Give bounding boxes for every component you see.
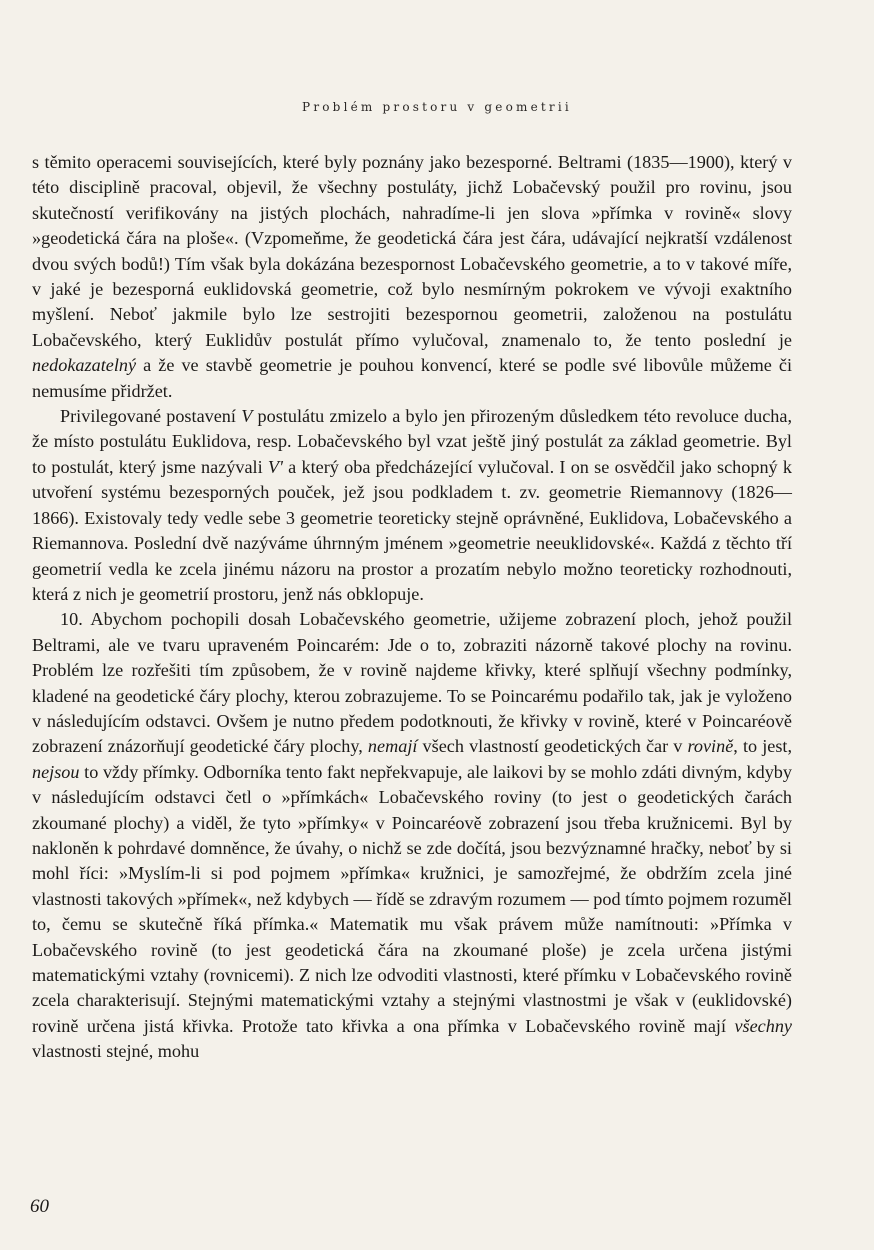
italic-run: V <box>241 406 253 427</box>
italic-run: nejsou <box>32 761 80 782</box>
italic-run: nedokazatelný <box>32 355 137 376</box>
text-run: to vždy přímky. Odborníka tento fakt nepřekvapuje, ale laikovi by se mohlo zdáti divným, kdyby v následujícím odstavci četl o »přímkách« Lobačevského roviny (to jest o geodetických čarách zkoumané plochy) a viděl, že tyto »přímky« v Poincaréově zobrazení jsou třeba kružnicemi. Byl by nakloněn k pohrdavé domněnce, že úvahy, o nichž se zde dočítá, jsou bezvýznamné hračky, neboť by si mohl říci: »Myslím-li si pod pojmem »přímka« kružnici, je samozřejmé, že obdržím zcela jiné vlastnosti takových »přímek«, než kdybych — řídě se zdravým rozumem — pod tímto pojmem rozuměl to, čemu se skutečně říká přímka.« Matematik mu však právem může namítnouti: »Přímka v Lobačevského rovině (to jest geodetická čára na zkoumané ploše) je zcela určena jistými matematickými vztahy (rovnicemi). Z nich lze odvoditi vlastnosti, které přímku v Lobačevského rovině zcela charakterisují. Stejnými matematickými vztahy a stejnými vlastnostmi je však v (euklidovské) rovině určena jistá křivka. Protože tato křivka a ona přímka v Lobačevského rovině mají <box>32 761 792 1036</box>
text-run: 10. Abychom pochopili dosah Lobačevského geometrie, užijeme zobrazení ploch, jehož použil Beltrami, ale ve tvaru upraveném Poincarém: Jde o to, zobraziti názorně takové plochy na rovinu. Problém lze rozřešiti tím způsobem, že v rovině najdeme křivky, které splňují všechny podmínky, kladené na geodetické čáry plochy, kterou zobrazujeme. To se Poincarému podařilo tak, jak je vyloženo v následujícím odstavci. Ovšem je nutno předem podotknouti, že křivky v rovině, které v Poincaréově zobrazení znázorňují geodetické čáry plochy, <box>32 609 792 757</box>
paragraph-3 <box>32 607 792 1064</box>
text-run: s těmito operacemi souvisejících, které byly poznány jako bezesporné. Beltrami (1835—1900), který v této disciplině pracoval, objevil, že všechny postuláty, jichž Lobačevský použil pro rovinu, jsou skutečností verifikovány na jistých plochách, nahradíme-li jen slova »přímka v rovině« slovy »geodetická čára na ploše«. (Vzpomeňme, že geodetická čára jest čára, udávající nejkratší vzdálenost dvou svých bodů!) Tím však byla dokázána bezespornost Lobačevského geometrie, a to v takové míře, v jaké je bezesporná euklidovská geometrie, což bylo nesmírným pokrokem ve vývoji exaktního myšlení. Neboť jakmile bylo lze sestrojiti bezespornou geometrii, založenou na postulátu Lobačevského, který Euklidův postulát přímo vylučoval, znamenalo to, že tento poslední je <box>32 152 792 350</box>
body-text <box>32 150 792 1065</box>
running-head: Problém prostoru v geometrii <box>302 100 572 114</box>
paragraph-1 <box>32 150 792 404</box>
text-run: všech vlastností geodetických čar v <box>417 736 688 757</box>
text-run: a že ve stavbě geometrie je pouhou konvencí, které se podle své libovůle můžeme či nemusíme přidržet. <box>32 355 792 401</box>
page-number: 60 <box>30 1196 49 1217</box>
paragraph-2 <box>32 404 792 607</box>
italic-run: rovině <box>687 736 734 757</box>
text-run: vlastnosti stejné, mohu <box>32 1041 200 1062</box>
text-run: a který oba předcházející vylučoval. I on se osvědčil jako schopný k utvoření systému bezesporných pouček, jež jsou podkladem t. zv. geometrie Riemannovy (1826—1866). Existovaly tedy vedle sebe 3 geometrie teoreticky stejně oprávněné, Euklidova, Lobačevského a Riemannova. Poslední dvě nazýváme úhrnným jménem »geometrie neeuklidovské«. Každá z těchto tří geometrií vedla ke zcela jinému názoru na prostor a prozatím nebylo možno teoreticky rozhodnouti, která z nich je geometrií prostoru, jenž nás obklopuje. <box>32 456 792 604</box>
text-run: , to jest, <box>733 736 792 757</box>
text-run: postulátu zmizelo a bylo jen přirozeným důsledkem této revoluce ducha, že místo postulátu Euklidova, resp. Lobačevského byl vzat ještě jiný postulát za základ geometrie. Byl to postulát, který jsme nazývali <box>32 406 792 477</box>
italic-run: V' <box>267 456 283 477</box>
italic-run: všechny <box>734 1015 792 1036</box>
italic-run: nemají <box>367 736 418 757</box>
text-run: Privilegované postavení <box>60 406 242 427</box>
